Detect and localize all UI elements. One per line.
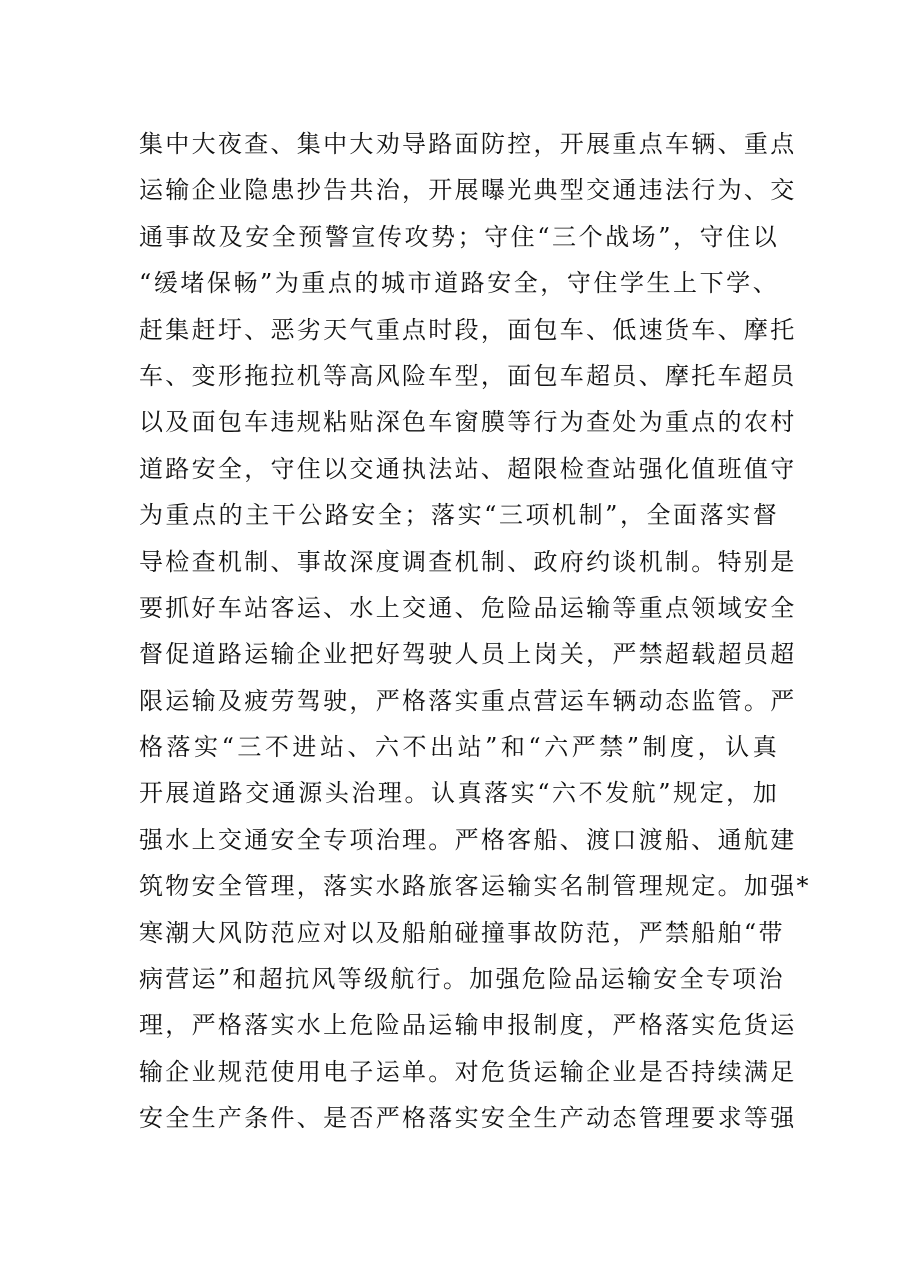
text-line-19: 病营运”和超抗风等级航行。加强危险品运输安全专项治	[139, 965, 785, 994]
text-line-11: 要抓好车站客运、水上交通、危险品运输等重点领域安全	[139, 593, 797, 622]
body-paragraph	[139, 121, 811, 1142]
text-line-12: 督促道路运输企业把好驾驶人员上岗关，严禁超载超员超	[139, 640, 797, 669]
text-line-5: 赶集赶圩、恶劣天气重点时段，面包车、低速货车、摩托	[139, 315, 797, 344]
text-line-20: 理，严格落实水上危险品运输申报制度，严格落实危货运	[139, 1011, 797, 1040]
text-line-22: 安全生产条件、是否严格落实安全生产动态管理要求等强	[139, 1104, 797, 1133]
text-line-21: 输企业规范使用电子运单。对危货运输企业是否持续满足	[139, 1057, 797, 1086]
text-line-14: 格落实“三不进站、六不出站”和“六严禁”制度，认真	[139, 733, 779, 762]
text-line-3: 通事故及安全预警宣传攻势；守住“三个战场”，守住以	[139, 222, 779, 251]
text-line-13: 限运输及疲劳驾驶，严格落实重点营运车辆动态监管。严	[139, 686, 797, 715]
text-line-6: 车、变形拖拉机等高风险车型，面包车超员、摩托车超员	[139, 361, 797, 390]
text-line-16: 强水上交通安全专项治理。严格客船、渡口渡船、通航建	[139, 825, 797, 854]
text-line-4: “缓堵保畅”为重点的城市道路安全，守住学生上下学、	[139, 269, 779, 298]
text-line-10: 导检查机制、事故深度调查机制、政府约谈机制。特别是	[139, 547, 797, 576]
text-line-2: 运输企业隐患抄告共治，开展曝光典型交通违法行为、交	[139, 176, 797, 205]
text-line-9: 为重点的主干公路安全；落实“三项机制”，全面落实督	[139, 501, 779, 530]
text-line-1: 集中大夜查、集中大劝导路面防控，开展重点车辆、重点	[139, 130, 797, 158]
text-line-15: 开展道路交通源头治理。认真落实“六不发航”规定，加	[139, 779, 779, 808]
text-line-8: 道路安全，守住以交通执法站、超限检查站强化值班值守	[139, 454, 797, 483]
text-line-7: 以及面包车违规粘贴深色车窗膜等行为查处为重点的农村	[139, 408, 797, 437]
text-line-18: 寒潮大风防范应对以及船舶碰撞事故防范，严禁船舶“带	[139, 918, 785, 947]
text-line-17: 筑物安全管理，落实水路旅客运输实名制管理规定。加强*	[139, 872, 811, 901]
